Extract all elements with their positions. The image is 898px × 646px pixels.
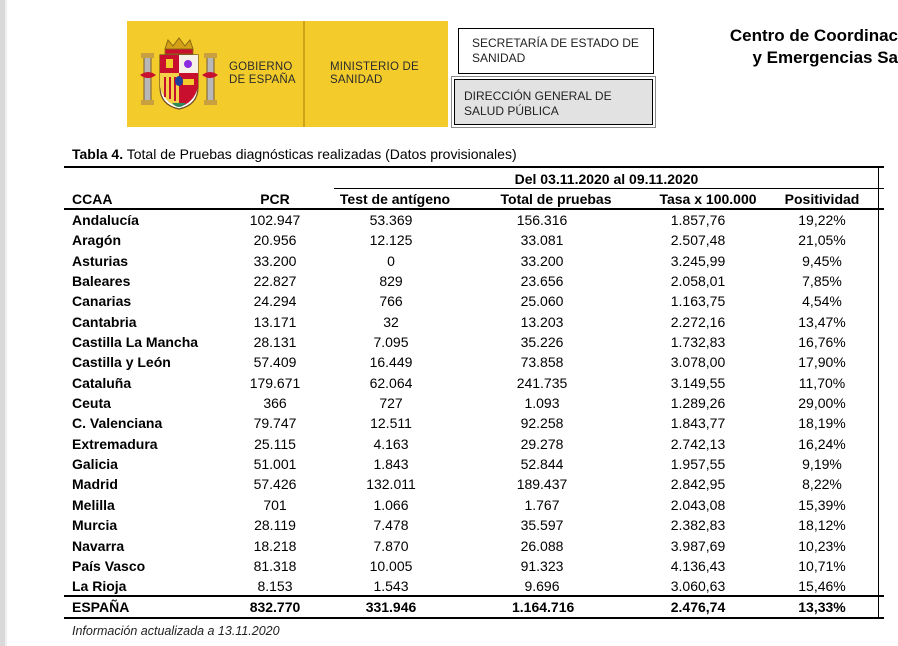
table-row — [64, 210, 884, 230]
cell-pcr: 51.001 — [253, 456, 297, 473]
cell-ccaa: Navarra — [72, 537, 125, 554]
table-row — [64, 474, 884, 494]
coat-of-arms-icon — [138, 35, 220, 115]
cell-total: 35.597 — [520, 517, 564, 534]
cell-total: 9.696 — [524, 578, 560, 595]
cell-positividad: 16,76% — [798, 334, 846, 351]
cell-total: 1.093 — [524, 395, 560, 412]
cell-positividad: 18,19% — [798, 415, 846, 432]
total-pcr: 832.770 — [249, 599, 301, 615]
cell-total: 156.316 — [516, 212, 568, 228]
table-body — [64, 210, 884, 597]
table-row — [64, 312, 884, 332]
cell-tasa: 3.245,99 — [670, 252, 726, 269]
cell-ccaa: C. Valenciana — [72, 415, 163, 432]
cell-total: 1.767 — [524, 496, 560, 513]
cell-tasa: 1.843,77 — [670, 415, 726, 432]
cell-pcr: 18.218 — [253, 537, 297, 554]
table-row — [64, 271, 884, 291]
cell-pcr: 701 — [263, 496, 287, 513]
cell-antigeno: 12.511 — [370, 415, 412, 432]
cell-ccaa: Extremadura — [72, 435, 158, 452]
cell-tasa: 1.857,76 — [670, 212, 726, 228]
cell-ccaa: Aragón — [72, 232, 121, 249]
cell-positividad: 9,19% — [802, 456, 842, 473]
cell-antigeno: 62.064 — [369, 374, 413, 391]
cell-antigeno: 829 — [379, 273, 403, 290]
cell-total: 26.088 — [520, 537, 564, 554]
table-title-text: Total de Pruebas diagnósticas realizadas (Datos provisionales) — [123, 146, 517, 162]
cell-total: 25.060 — [520, 293, 564, 310]
centro-line-1: Centro de Coordinac — [729, 26, 898, 45]
banner-divider — [303, 21, 305, 127]
cell-total: 35.226 — [520, 334, 564, 351]
cell-ccaa: La Rioja — [72, 578, 127, 595]
centro-title — [688, 25, 898, 69]
cell-positividad: 4,54% — [802, 293, 842, 310]
table-title-number: Tabla 4. — [72, 146, 124, 162]
cell-ccaa: Ceuta — [72, 395, 111, 412]
table-row — [64, 556, 884, 576]
cell-antigeno: 0 — [387, 252, 395, 269]
cell-total: 23.656 — [520, 273, 564, 290]
table-row — [64, 515, 884, 535]
cell-antigeno: 32 — [383, 313, 399, 330]
total-ccaa: ESPAÑA — [72, 599, 130, 615]
cell-antigeno: 53.369 — [369, 212, 413, 228]
col-header-antigeno: Test de antígeno — [339, 191, 451, 207]
table-row — [64, 495, 884, 515]
cell-tasa: 3.078,00 — [670, 354, 726, 371]
ministerio-label: MINISTERIO DE SANIDAD — [330, 61, 419, 86]
cell-pcr: 179.671 — [249, 374, 301, 391]
period-rule — [334, 188, 884, 189]
cell-positividad: 8,22% — [802, 476, 842, 493]
table-row — [64, 251, 884, 271]
cell-pcr: 57.426 — [253, 476, 297, 493]
cell-antigeno: 7.478 — [373, 517, 409, 534]
cell-ccaa: Asturias — [72, 252, 129, 269]
direccion-label: DIRECCIÓN GENERAL DE SALUD PÚBLICA — [454, 79, 653, 125]
total-rule-bottom — [64, 617, 884, 619]
cell-positividad: 10,23% — [798, 537, 846, 554]
total-antigeno: 331.946 — [365, 599, 417, 615]
total-row — [64, 597, 884, 617]
table-row — [64, 352, 884, 372]
cell-ccaa: Castilla y León — [72, 354, 171, 371]
cell-pcr: 13.171 — [253, 313, 297, 330]
cell-antigeno: 1.066 — [373, 496, 409, 513]
total-positividad: 13,33% — [798, 599, 846, 615]
cell-antigeno: 4.163 — [373, 435, 409, 452]
cell-tasa: 3.060,63 — [670, 578, 726, 595]
cell-tasa: 2.507,48 — [670, 232, 726, 249]
table-title — [72, 145, 517, 163]
cell-positividad: 10,71% — [798, 557, 846, 574]
cell-antigeno: 16.449 — [369, 354, 413, 371]
cell-pcr: 79.747 — [253, 415, 297, 432]
direccion-box — [451, 76, 656, 128]
cell-pcr: 57.409 — [253, 354, 297, 371]
table-row — [64, 393, 884, 413]
cell-tasa: 1.163,75 — [670, 293, 726, 310]
cell-tasa: 4.136,43 — [670, 557, 726, 574]
table-top-rule — [64, 166, 884, 168]
cell-tasa: 2.272,16 — [670, 313, 726, 330]
cell-ccaa: Madrid — [72, 476, 118, 493]
cell-antigeno: 1.543 — [373, 578, 409, 595]
cell-tasa: 2.742,13 — [670, 435, 726, 452]
cell-total: 91.323 — [520, 557, 564, 574]
cell-antigeno: 766 — [379, 293, 403, 310]
cell-total: 33.200 — [520, 252, 564, 269]
cell-ccaa: Galicia — [72, 456, 118, 473]
cell-antigeno: 12.125 — [369, 232, 413, 249]
col-header-total: Total de pruebas — [500, 191, 612, 207]
cell-positividad: 15,46% — [798, 578, 846, 595]
page-edge-strip-inner — [5, 0, 7, 646]
cell-positividad: 19,22% — [798, 212, 846, 228]
secretaria-label: SECRETARÍA DE ESTADO DE SANIDAD — [472, 36, 639, 65]
cell-antigeno: 132.011 — [366, 476, 416, 493]
cell-positividad: 29,00% — [798, 395, 846, 412]
cell-pcr: 24.294 — [253, 293, 297, 310]
table-row — [64, 454, 884, 474]
cell-total: 29.278 — [520, 435, 564, 452]
cell-antigeno: 1.843 — [373, 456, 409, 473]
cell-total: 52.844 — [520, 456, 564, 473]
cell-ccaa: Cantabria — [72, 313, 137, 330]
cell-tasa: 2.058,01 — [670, 273, 726, 290]
cell-ccaa: Murcia — [72, 517, 118, 534]
cell-antigeno: 10.005 — [369, 557, 413, 574]
cell-tasa: 2.043,08 — [670, 496, 726, 513]
centro-line-2: y Emergencias Sa — [752, 48, 898, 67]
cell-pcr: 25.115 — [254, 435, 296, 452]
table-row — [64, 230, 884, 250]
cell-ccaa: Melilla — [72, 496, 115, 513]
cell-positividad: 16,24% — [798, 435, 846, 452]
cell-tasa: 2.842,95 — [670, 476, 726, 493]
cell-total: 92.258 — [520, 415, 564, 432]
cell-pcr: 81.318 — [253, 557, 297, 574]
total-tasa: 2.476,74 — [670, 599, 726, 615]
cell-positividad: 21,05% — [798, 232, 846, 249]
cell-antigeno: 727 — [379, 395, 403, 412]
cell-pcr: 22.827 — [253, 273, 297, 290]
cell-positividad: 7,85% — [802, 273, 842, 290]
secretaria-box — [458, 28, 654, 74]
cell-positividad: 15,39% — [798, 496, 846, 513]
table-row — [64, 576, 884, 596]
cell-ccaa: País Vasco — [72, 557, 146, 574]
cell-positividad: 17,90% — [798, 354, 846, 371]
table-row — [64, 413, 884, 433]
cell-positividad: 13,47% — [798, 313, 846, 330]
cell-antigeno: 7.095 — [373, 334, 409, 351]
table-row — [64, 373, 884, 393]
col-header-pcr: PCR — [260, 191, 290, 207]
cell-tasa: 2.382,83 — [670, 517, 726, 534]
cell-total: 241.735 — [516, 374, 568, 391]
cell-ccaa: Baleares — [72, 273, 131, 290]
gobierno-label: GOBIERNO DE ESPAÑA — [229, 61, 296, 86]
cell-ccaa: Andalucía — [72, 212, 139, 228]
cell-pcr: 20.956 — [253, 232, 297, 249]
col-header-positividad: Positividad — [784, 191, 860, 207]
table-row — [64, 332, 884, 352]
cell-ccaa: Canarias — [72, 293, 132, 310]
total-total: 1.164.716 — [512, 599, 575, 615]
cell-tasa: 3.987,69 — [670, 537, 726, 554]
footnote: Información actualizada a 13.11.2020 — [72, 624, 280, 638]
cell-positividad: 9,45% — [802, 252, 842, 269]
cell-antigeno: 7.870 — [373, 537, 409, 554]
cell-total: 189.437 — [516, 476, 568, 493]
cell-total: 13.203 — [520, 313, 564, 330]
cell-ccaa: Castilla La Mancha — [72, 334, 199, 351]
cell-pcr: 366 — [263, 395, 287, 412]
cell-ccaa: Cataluña — [72, 374, 132, 391]
cell-positividad: 18,12% — [798, 517, 846, 534]
cell-pcr: 102.947 — [249, 212, 301, 228]
cell-pcr: 28.131 — [253, 334, 297, 351]
cell-tasa: 1.289,26 — [670, 395, 726, 412]
col-header-tasa: Tasa x 100.000 — [659, 191, 757, 207]
period-header: Del 03.11.2020 al 09.11.2020 — [514, 171, 699, 187]
cell-pcr: 28.119 — [254, 517, 296, 534]
cell-tasa: 1.957,55 — [670, 456, 726, 473]
cell-pcr: 33.200 — [253, 252, 297, 269]
cell-total: 33.081 — [520, 232, 564, 249]
table-row — [64, 434, 884, 454]
col-header-ccaa: CCAA — [72, 191, 113, 207]
cell-positividad: 11,70% — [798, 374, 846, 391]
cell-pcr: 8.153 — [257, 578, 293, 595]
cell-total: 73.858 — [520, 354, 564, 371]
cell-tasa: 3.149,55 — [670, 374, 726, 391]
cell-tasa: 1.732,83 — [670, 334, 726, 351]
table-row — [64, 291, 884, 311]
table-row — [64, 536, 884, 556]
